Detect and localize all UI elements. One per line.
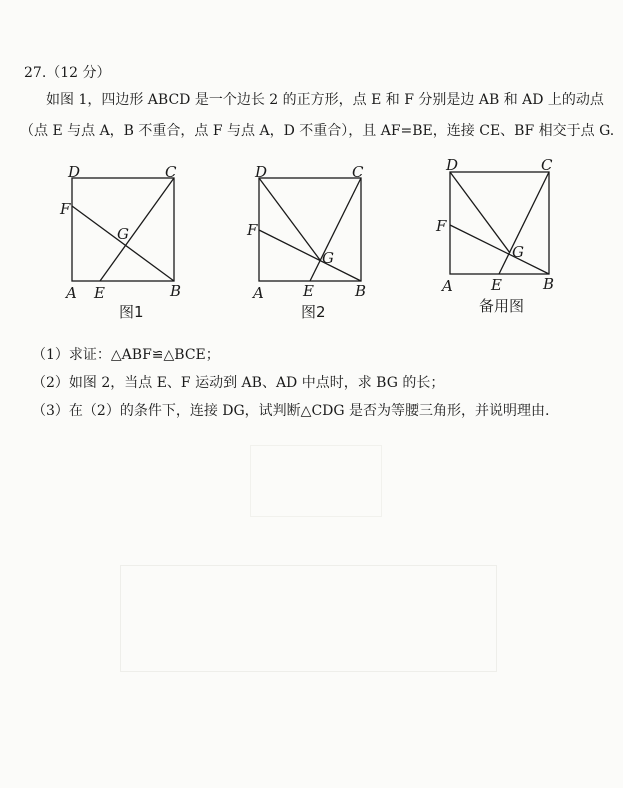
figure-1-label-b: B: [170, 282, 182, 300]
figure-2-diagram: [259, 178, 361, 281]
backup-figure-label-c: C: [541, 156, 553, 174]
backup-figure-label-d: D: [446, 156, 459, 174]
figure-2-segment-ce: [310, 178, 361, 281]
subquestion-2: （2）如图 2，当点 E、F 运动到 AB、AD 中点时，求 BG 的长；: [32, 375, 445, 391]
figure-2-label-g: G: [322, 249, 334, 267]
backup-figure-label-b: B: [543, 275, 555, 293]
figure-2-label-e: E: [303, 282, 314, 300]
figure-1-label-d: D: [68, 163, 81, 181]
backup-figure-label-e: E: [491, 276, 502, 294]
backup-figure-segment-dg: [450, 172, 510, 253]
figure-1-label-a: A: [66, 284, 77, 302]
show-through-box-shadow: [250, 445, 382, 517]
figure-1-label-e: E: [94, 284, 105, 302]
backup-figure-diagram: [450, 172, 549, 274]
figure-1-label-f: F: [60, 200, 71, 218]
show-through-table-shadow: [120, 565, 497, 672]
figure-2-label-b: B: [355, 282, 367, 300]
figure-2-label-a: A: [253, 284, 264, 302]
figure-2-label-d: D: [255, 163, 268, 181]
question-body-line-2: （点 E 与点 A，B 不重合，点 F 与点 A，D 不重合），且 AF=BE，连接 CE、BF 相交于点 G.: [20, 123, 615, 139]
backup-figure-segment-bf: [450, 225, 549, 274]
figure-1-caption: 图1: [119, 303, 144, 321]
figure-1-label-c: C: [165, 163, 177, 181]
subquestion-1: （1）求证：△ABF≌△BCE；: [32, 347, 220, 363]
question-number: 27.: [24, 65, 47, 81]
figure-2-label-f: F: [247, 221, 258, 239]
question-body-line-1: 如图 1，四边形 ABCD 是一个边长 2 的正方形，点 E 和 F 分别是边 AB 和 AD 上的动点: [46, 92, 604, 108]
subquestion-3: （3）在（2）的条件下，连接 DG，试判断△CDG 是否为等腰三角形，并说明理由.: [32, 403, 550, 419]
backup-figure-square: [450, 172, 549, 274]
figure-2-segment-dg: [259, 178, 320, 260]
backup-figure-label-f: F: [436, 217, 447, 235]
figure-1-segment-ce: [100, 178, 174, 281]
backup-figure-caption: 备用图: [479, 297, 525, 315]
backup-figure-label-g: G: [512, 243, 524, 261]
figure-2-segment-bf: [259, 230, 361, 281]
geometry-figures: [0, 0, 623, 340]
figure-2-square: [259, 178, 361, 281]
figure-2-label-c: C: [352, 163, 364, 181]
figure-2-caption: 图2: [301, 303, 326, 321]
figure-1-segment-bf: [72, 206, 174, 281]
question-points: （12 分）: [46, 65, 111, 81]
backup-figure-segment-ce: [499, 172, 549, 274]
backup-figure-label-a: A: [442, 277, 453, 295]
figure-1-label-g: G: [117, 225, 129, 243]
